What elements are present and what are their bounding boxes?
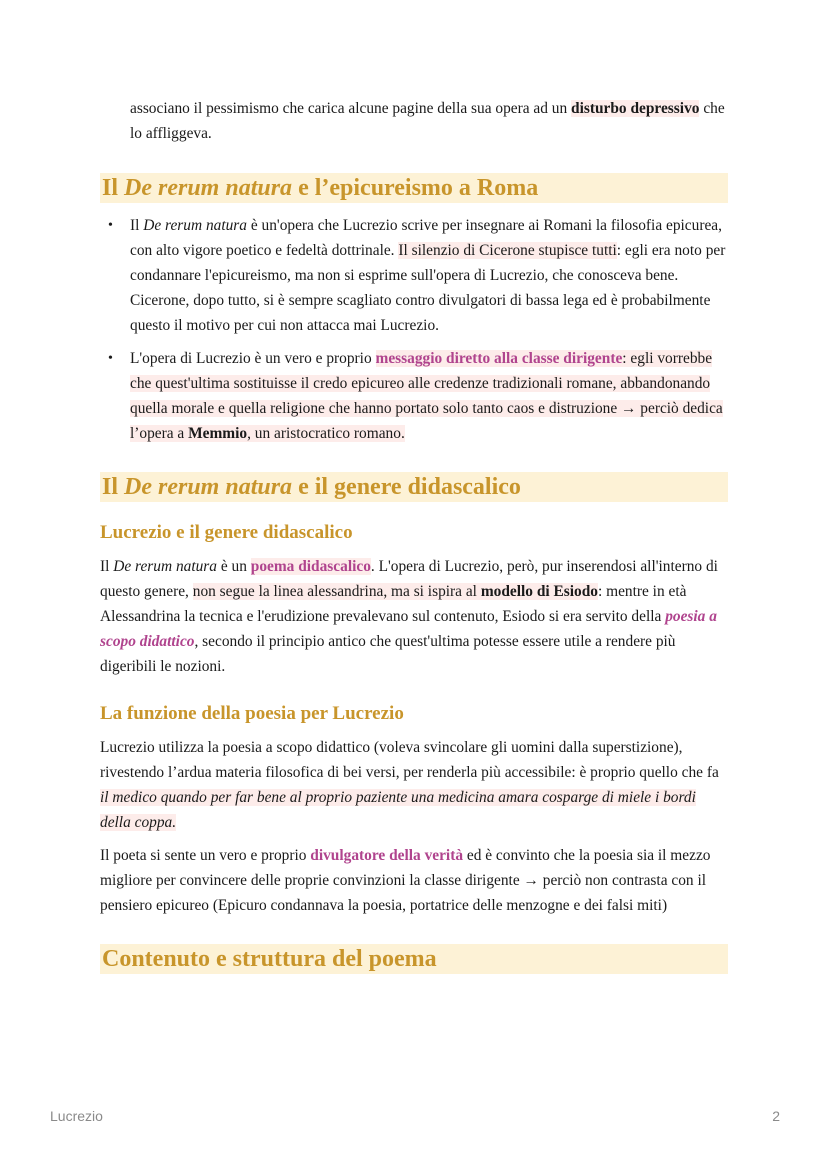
highlight-bold: disturbo depressivo — [571, 100, 700, 117]
italic-text: De rerum natura — [113, 558, 217, 575]
text-run: Lucrezio utilizza la poesia a scopo didattico (voleva svincolare gli uomini dalla superstizione), rivestendo l’ardua materia filosofica di bei versi, per renderla più accessibile: è proprio quello che fa — [100, 739, 719, 781]
bold-text: modello di Esiodo — [480, 583, 598, 600]
heading-text: Il — [102, 175, 125, 201]
highlight-text: , un aristocratico romano. — [247, 425, 405, 442]
bold-text: Memmio — [188, 425, 248, 442]
heading-text: e l’epicureismo a Roma — [292, 175, 539, 201]
section-heading-didascalico — [100, 472, 728, 502]
text-run: . L'opera di Lucrezio, però, pur inserendosi all'interno di questo genere, — [100, 558, 718, 600]
heading-text: e il genere didascalico — [292, 474, 521, 500]
paragraph-divulgatore — [100, 843, 728, 918]
bullet-icon: • — [108, 351, 113, 366]
text-run: ed è convinto che la poesia sia il mezzo migliore per convincere delle proprie convinzioni la classe dirigente → perciò non contrasta con il pensiero epicureo (Epicuro condannava la poesia, portatrice delle menzogne e dei falsi miti) — [100, 847, 711, 914]
heading-text: Il — [102, 474, 125, 500]
paragraph-funzione — [100, 735, 728, 835]
text-run: Il poeta si sente un vero e proprio — [100, 847, 311, 864]
magenta-italic: poesia a scopo didattico — [100, 608, 717, 650]
subheading-genere: Lucrezio e il genere didascalico — [100, 522, 353, 543]
section-heading-epicureismo — [100, 173, 728, 203]
highlight-magenta: messaggio diretto alla classe dirigente — [375, 350, 623, 367]
list-item — [108, 213, 728, 338]
text-run: Il — [100, 558, 114, 575]
text-run: : mentre in età Alessandrina la tecnica e l'erudizione prevalevano sul contenuto, Esiodo si era servito della — [100, 583, 687, 625]
text-run: Il — [130, 217, 144, 234]
footer-title: Lucrezio — [50, 1108, 103, 1124]
highlight-magenta: poema didascalico — [250, 558, 371, 575]
text-run: associano il pessimismo che carica alcune pagine della sua opera ad un — [130, 100, 572, 117]
text-run: L'opera di Lucrezio è un vero e proprio — [130, 350, 376, 367]
section-heading-contenuto: Contenuto e struttura del poema — [100, 944, 728, 974]
text-run: : egli era noto per condannare l'epicureismo, ma non si esprime sull'opera di Lucrezio, che conosceva bene. Cicerone, dopo tutto, si è sempre scagliato contro divulgatori di bassa lega ed è probabilmente questo il motivo per cui non attacca mai Lucrezio. — [130, 242, 726, 334]
list-item — [108, 346, 728, 446]
bullet-icon: • — [108, 218, 113, 233]
highlight-text: Il silenzio di Cicerone stupisce tutti — [398, 242, 617, 259]
heading-italic: De rerum natura — [124, 474, 293, 500]
text-run: è un'opera che Lucrezio scrive per insegnare ai Romani la filosofia epicurea, con alto vigore poetico e fedeltà dottrinale. — [130, 217, 722, 259]
page-number: 2 — [772, 1108, 780, 1124]
subheading-funzione: La funzione della poesia per Lucrezio — [100, 703, 404, 724]
magenta-bold: divulgatore della verità — [310, 847, 464, 864]
text-run: è un — [217, 558, 251, 575]
text-run: che lo affliggeva. — [130, 100, 725, 142]
highlight-italic: il medico quando per far bene al proprio paziente una medicina amara cosparge di miele i bordi della coppa. — [100, 789, 696, 831]
paragraph-genere — [100, 554, 728, 679]
page-content — [100, 96, 728, 974]
text-run: , secondo il principio antico che quest'ultima potesse essere utile a rendere più digeribili le nozioni. — [100, 633, 676, 675]
highlight-text: : egli vorrebbe che quest'ultima sostituisse il credo epicureo alle credenze tradizionali romane, abbandonando quella morale e quella religione che hanno portato solo tanto caos e distruzione → perciò dedica l’opera a — [130, 350, 723, 442]
intro-paragraph — [100, 96, 728, 146]
highlight-text: non segue la linea alessandrina, ma si ispira al — [192, 583, 481, 600]
bullet-list — [100, 213, 728, 446]
heading-italic: De rerum natura — [124, 175, 293, 201]
italic-text: De rerum natura — [143, 217, 247, 234]
